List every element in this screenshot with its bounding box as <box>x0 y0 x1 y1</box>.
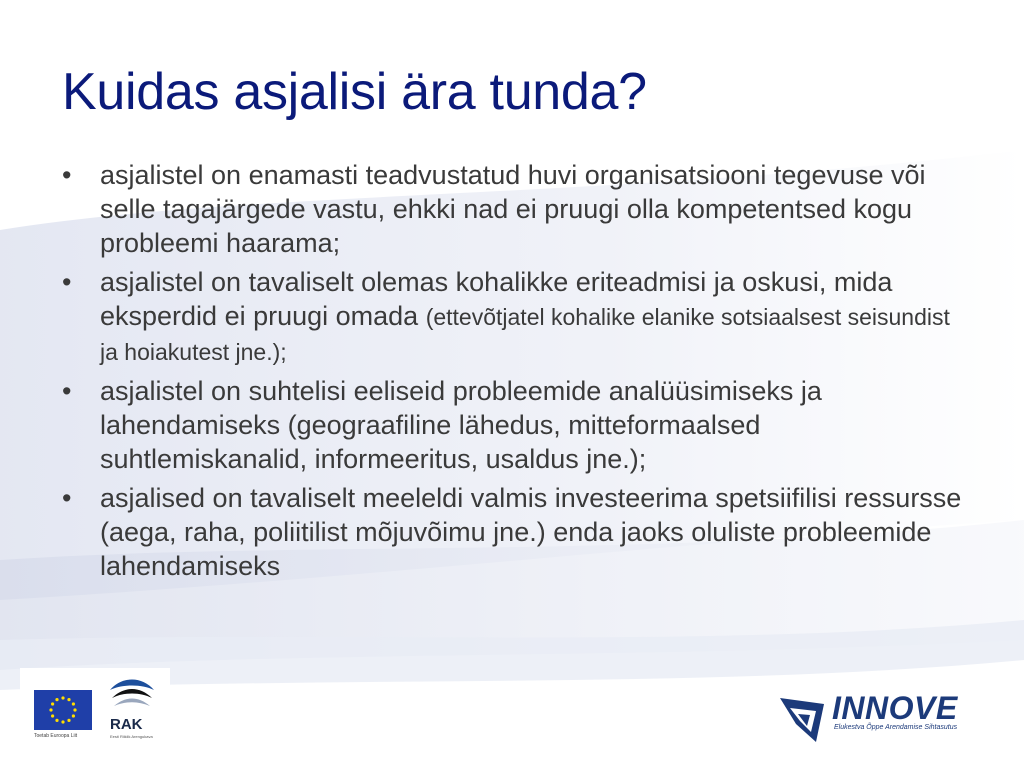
rak-label: RAK <box>110 716 143 733</box>
eu-flag-icon <box>34 690 92 730</box>
innove-logo <box>776 690 976 745</box>
bullet-marker: • <box>62 160 72 190</box>
footer-logos-left <box>20 668 170 748</box>
eu-caption: Toetab Euroopa Liit <box>34 733 78 739</box>
innove-subtitle: Elukestva Õppe Arendamise Sihtasutus <box>834 724 958 731</box>
bullet-text: asjalistel on suhtelisi eeliseid probleemide analüüsimiseks ja lahendamiseks (geograafiline lähedus, mitteformaalsed suhtlemiskanalid, informeeritus, usaldus jne.); <box>100 376 822 474</box>
bullet-text: asjalistel on tavaliselt olemas kohalikke eriteadmisi ja oskusi, mida eksperdid ei pruugi omada <box>100 267 893 331</box>
bullet-text: asjalistel on enamasti teadvustatud huvi organisatsiooni tegevuse või selle tagajärgede vastu, ehkki nad ei pruugi olla kompetentsed kogu probleemi haarama; <box>100 160 926 258</box>
bullet-small-text: (ettevõtjatel kohalike elanike sotsiaalsest seisundist ja hoiakutest jne.); <box>100 304 950 365</box>
bullet-marker: • <box>62 267 72 297</box>
bullet-item <box>62 265 972 369</box>
innove-logo-icon <box>776 694 828 744</box>
slide-title: Kuidas asjalisi ära tunda? <box>62 63 647 121</box>
bullet-item <box>62 158 972 260</box>
rak-logo-icon <box>108 674 156 714</box>
bullet-text: asjalised on tavaliselt meeleldi valmis investeerima spetsiifilisi ressursse (aega, raha, poliitilist mõjuvõimu jne.) enda jaoks oluliste probleemide lahendamiseks <box>100 483 962 581</box>
rak-caption: Eesti Riiklik Arengukava <box>110 734 153 739</box>
bullet-item <box>62 481 972 583</box>
bullet-marker: • <box>62 376 72 406</box>
bullet-item <box>62 374 972 476</box>
bullet-marker: • <box>62 483 72 513</box>
bullet-list <box>62 158 972 588</box>
innove-wordmark: INNOVE <box>832 690 958 726</box>
